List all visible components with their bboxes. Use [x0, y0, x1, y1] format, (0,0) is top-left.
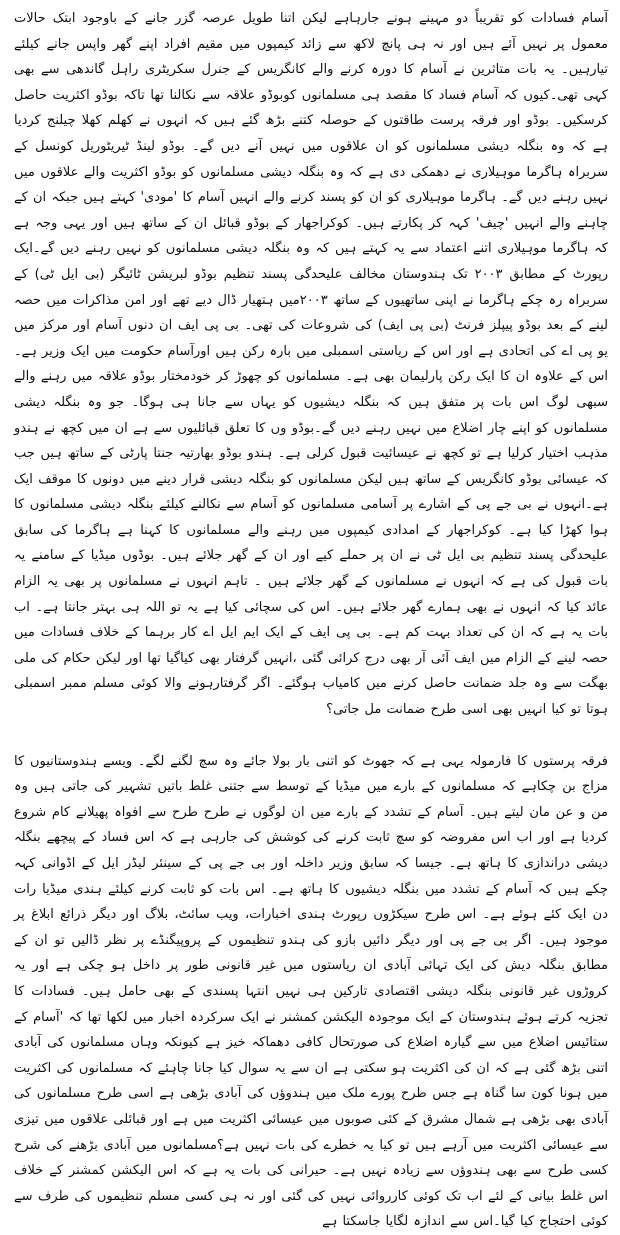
article-paragraph-1: آسام فسادات کو تقریباً دو مہینے ہونے جارہاہے لیکن اتنا طویل عرصہ گزر جانے کے باوجود ابتک حالات معمول پر نہیں آئے ہیں اور نہ ہی پانچ لاکھ سے زائد کیمپوں میں مقیم افراد اپنے گھر واپس جانے کیلئے تیارہیں۔ یہ بات متاثرین نے آسام کا دورہ کرنے والے کانگریس کے جنرل سکریٹری راہل گاندھی سے بھی کہی تھی۔کیوں کہ آسام فساد کا مقصد ہی مسلمانوں کوبوڈو علاقہ سے نکالنا تھا تاکہ بوڈو اکثریت حاصل کرسکیں۔ بوڈو اور فرقہ پرست طاقتوں کے حوصلہ کتنے بڑھ گئے ہیں کہ انہوں نے کھلم کھلا چیلنج کردیا ہے کہ وہ بنگلہ دیشی مسلمانوں کو ان علاقوں میں نہیں آنے دیں گے۔ بوڈو لینڈ ٹیریٹوریل کونسل کے سربراہ ہاگرما موہیلاری نے دھمکی دی ہے کہ وہ بنگلہ دیشی مسلمانوں کو بوڈو اکثریت والے علاقوں میں نہیں رہنے دیں گے۔ ہاگرما موہیلاری کو ان کو پسند کرنے والے انہیں آسام کا 'مودی' کہتے ہیں جبکہ ان کے چاہنے والے انہیں 'چیف' کہہ کر پکارتے ہیں۔ کوکراجھار کے بوڈو قبائل ان کے ساتھ ہیں اور یہی وجہ ہے کہ ہاگرما موہیلاری اتنے اعتماد سے یہ کہتے ہیں کہ وہ بنگلہ دیشی مسلمانوں کو نہیں رہنے دیں گے۔ایک رپورٹ کے مطابق ۲۰۰۳ تک ہندوستان مخالف علیحدگی پسند تنظیم بوڈو لبریشن ٹائیگر (بی ایل ٹی) کے سربراہ رہ چکے ہاگرما نے اپنی ساتھیوں کے ساتھ ۲۰۰۳میں ہتھیار ڈال دیے تھے اور امن مذاکرات میں حصہ لینے کے بعد بوڈو پیپلز فرنٹ (بی پی ایف) کی شروعات کی تھی۔ بی پی ایف ان دنوں آسام اور مرکز میں یو پی اے کی اتحادی ہے اور اس کے ریاستی اسمبلی میں بارہ رکن ہیں اورآسام حکومت میں ایک وزیر ہے۔ اس کے علاوہ ان کا ایک رکن پارلیمان بھی ہے۔ مسلمانوں کو چھوڑ کر خودمختار بوڈو علاقہ میں رہنے والے سبھی لوگ اس بات پر متفق ہیں کہ بنگلہ دیشیوں کو یہاں سے جانا ہی ہوگا۔ جو وہ بنگلہ دیشی مسلمانوں کو اپنے چار اضلاع میں نہیں رہنے دیں گے۔بوڈو وں کا تعلق قبائلیوں سے ہے ان میں کچھ نے ہندو مذہب اختیار کرلیا ہے تو کچھ نے عیسائیت قبول کرلی ہے۔ ہندو بوڈو بھارتیہ جنتا پارٹی کے ساتھ ہیں جب کہ عیسائی بوڈو کانگریس کے ساتھ ہیں لیکن مسلمانوں کو بنگلہ دیشی قرار دینے میں دونوں کا موقف ایک ہے۔انہوں نے بی جے پی کے اشارے پر آسامی مسلمانوں کو آسام سے نکالنے کیلئے بنگلہ دیشی مسلمانوں کا ہوا کھڑا کیا ہے۔ کوکراجھار کے امدادی کیمپوں میں رہنے والے مسلمانوں کا کہنا ہے ہاگرما کی سابق علیحدگی پسند تنظیم بی ایل ٹی نے ان پر حملے کیے اور ان کے گھر جلائے ہیں۔ بوڈوں میڈیا کے سامنے یہ بات قبول کی ہے کہ انہوں نے مسلمانوں کے گھر جلائے ہیں ۔ تاہم انہوں نے مسلمانوں پر بھی یہ الزام عائد کیا کہ انہوں نے بھی ہمارے گھر جلائے ہیں۔ اس کی سچائی کیا ہے یہ تو اللہ ہی بہتر جانتا ہے۔ اب بات یہ ہے کہ ان کی تعداد بہت کم ہے۔ بی پی ایف کے ایک ایم ایل اے کار برہما کے خلاف فسادات میں حصہ لینے کے الزام میں ایف آئی آر بھی درج کرائی گئی ،انہیں گرفتار بھی کیاگیا تھا اور لیکن حکام کی ملی بھگت سے وہ جلد ضمانت حاصل کرنے میں کامیاب ہوگئے۔ اگر گرفتارہونے والا کوئی مسلم ممبر اسمبلی ہوتا تو کیا انہیں بھی اسی طرح ضمانت مل جاتی؟: [14, 11, 608, 718]
article-paragraph-2: فرقہ پرستوں کا فارمولہ یہی ہے کہ جھوٹ کو اتنی بار بولا جائے وہ سچ لگنے لگے۔ ویسے ہندوستانیوں کا مزاج بن چکاہے کہ مسلمانوں کے بارے میں میڈیا کے توسط سے جتنی غلط باتیں تشہیر کی جاتی ہیں وہ من و عن مان لیتے ہیں۔ آسام کے تشدد کے بارے میں ان لوگوں نے طرح طرح سے افواہ پھیلانے کام شروع کردیا ہے اور اب اس مفروضہ کو سچ ثابت کرنے کی کوشش کی جارہی ہے کہ اس فساد کے پیچھے بنگلہ دیشی دراندازی کا ہاتھ ہے۔ جیسا کہ سابق وزیر داخلہ اور بی جے پی کے سینئر لیڈر ایل کے اڈوانی کہہ چکے ہیں کہ آسام کے تشدد میں بنگلہ دیشیوں کا ہاتھ ہے۔ اس بات کو ثابت کرنے کیلئے ہندی میڈیا رات دن ایک کئے ہوئے ہے۔ اس طرح سیکڑوں رپورٹ ہندی اخبارات، ویب سائٹ، بلاگ اور دیگر ذرائع ابلاغ پر موجود ہیں۔ اگر بی جے پی اور دیگر دائیں بازو کی ہندو تنظیموں کے پروپیگنڈے پر نظر ڈالیں تو ان کے مطابق بنگلہ دیش کی ایک تہائی آبادی ان ریاستوں میں غیر قانونی طور پر داخل ہو چکی ہے اور یہ کروڑوں غیر قانونی بنگلہ دیشی اقتصادی تارکین ہی نہیں انتہا پسندی کے بھی حامل ہیں۔ فسادات کا تجزیہ کرتے ہوئے ہندوستان کے ایک موجودہ الیکشن کمشنر نے ایک سرکردہ اخبار میں لکھا تھا کہ 'آسام کے ستائیس اضلاع میں سے گیارہ اضلاع کی صورتحال کافی دھماکہ خیز ہے کیونکہ وہاں مسلمانوں کی آبادی اتنی بڑھ گئی ہے کہ ان کی اکثریت ہو سکتی ہے ان سے یہ سوال کیا جانا چاہئے کہ مسلمانوں کی اکثریت میں ہونا کون سا گناہ ہے جس طرح پورے ملک میں ہندوؤں کی آبادی بڑھی ہے اسی طرح مسلمانوں کی آبادی بھی بڑھی ہے شمال مشرق کے کئی صوبوں میں عیسائی اکثریت میں ہے اور قبائلی علاقوں میں تیزی سے عیسائی اکثریت میں آرہے ہیں تو کیا یہ خطرے کی بات نہیں ہے؟مسلمانوں میں آبادی بڑھنے کی شرح کسی طرح سے بھی ہندوؤں سے زیادہ نہیں ہے۔ حیرانی کی بات یہ ہے کہ اس الیکشن کمشنر کے خلاف اس غلط بیانی کے لئے اب تک کوئی کارروائی نہیں کی گئی اور نہ ہی کسی مسلم تنظیموں کی طرف سے کوئی احتجاج کیا گیا۔اس سے اندازہ لگایا جاسکتا ہے: [14, 753, 608, 1230]
